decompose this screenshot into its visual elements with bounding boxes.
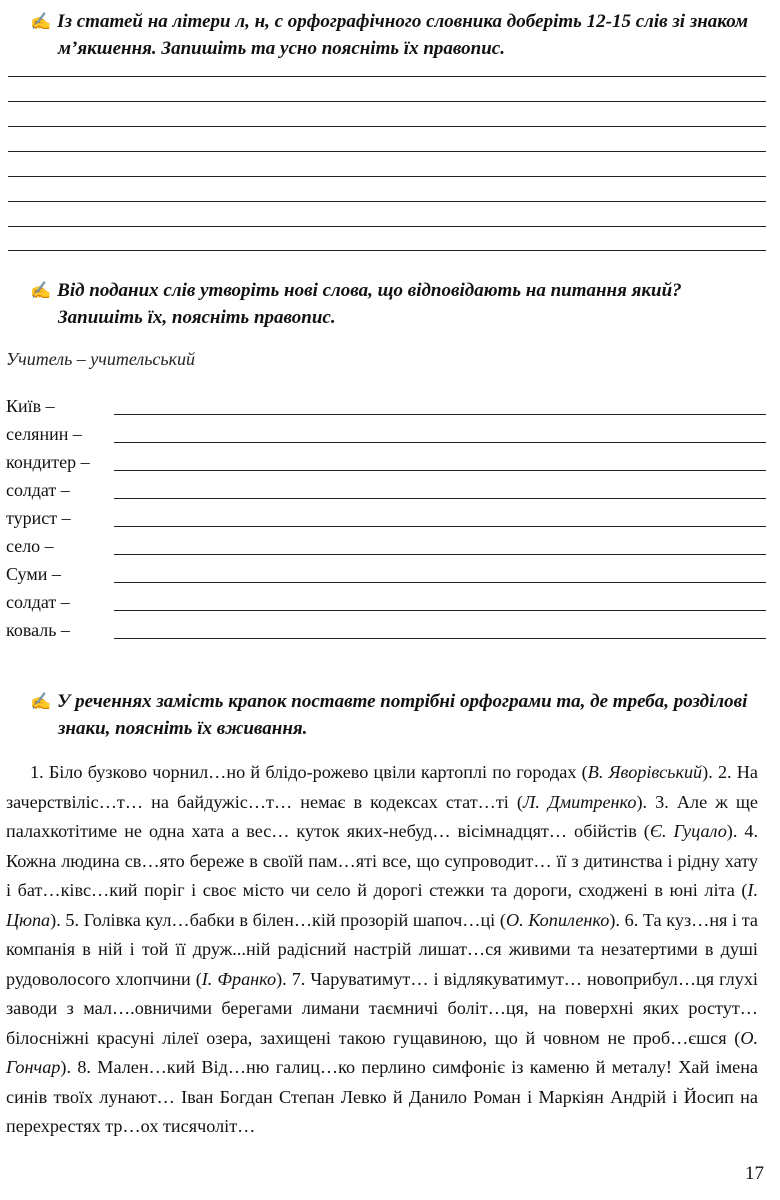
sentence-5: ). 5. Голівка кул…бабки в білен…кій прозорій шапоч…ці ( xyxy=(50,909,506,930)
pen-icon: ✍ xyxy=(30,281,52,300)
word-row xyxy=(6,396,766,422)
pen-icon: ✍ xyxy=(30,12,52,31)
source-word: село – xyxy=(6,536,54,556)
word-row xyxy=(6,536,766,562)
source-word: солдат – xyxy=(6,592,70,612)
answer-line[interactable] xyxy=(8,201,766,202)
sentence-4: ). 4. Кожна людина св…ято береже в своїй пам…яті все, що супроводит… її з дитинства і рідну хату і бат…ківс…кий поріг і своє місто чи село й дорогі стежки та дороги, сходжені в юні літа ( xyxy=(6,821,758,900)
answer-line[interactable] xyxy=(8,250,766,251)
answer-blank[interactable] xyxy=(114,498,766,499)
word-row xyxy=(6,452,766,478)
word-row xyxy=(6,592,766,618)
answer-blank[interactable] xyxy=(114,582,766,583)
author-2: Л. Дмитренко xyxy=(523,791,637,812)
task-1-text: Із статей на літери л, н, с орфографічного словника доберіть 12-15 слів зі знаком м’якшення. Запишіть та усно поясніть їх правопис. xyxy=(57,11,748,59)
answer-blank[interactable] xyxy=(114,414,766,415)
word-row xyxy=(6,564,766,590)
word-row xyxy=(6,424,766,450)
source-word: солдат – xyxy=(6,480,70,500)
answer-blank[interactable] xyxy=(114,638,766,639)
task-3-instruction xyxy=(30,688,762,742)
author-7: О. Гончар xyxy=(6,1027,758,1077)
word-row xyxy=(6,508,766,534)
source-word: коваль – xyxy=(6,620,70,640)
answer-blank[interactable] xyxy=(114,610,766,611)
author-5: О. Копиленко xyxy=(505,909,610,930)
author-6: І. Франко xyxy=(201,968,277,989)
answer-blank[interactable] xyxy=(114,554,766,555)
page-number: 17 xyxy=(745,1163,764,1184)
answer-blank[interactable] xyxy=(114,442,766,443)
word-row xyxy=(6,480,766,506)
exercise-text xyxy=(6,758,758,1142)
task-2-text: Від поданих слів утворіть нові слова, що відповідають на питання який? Запишіть їх, поясніть правопис. xyxy=(57,280,682,328)
task-1-instruction xyxy=(30,8,762,62)
author-1: В. Яворівський xyxy=(587,762,703,782)
sentence-7: ). 7. Чаруватимут… і відлякуватимут… новоприбул…ця глухі заводи з мал….овничими берегами лимани таємничі боліт…ця, на поверхні яких ростут… білосніжні красуні лілеї озера, захищені такою гущавиною, що й човном не проб…єшся ( xyxy=(6,968,758,1048)
source-word: турист – xyxy=(6,508,71,528)
answer-line[interactable] xyxy=(8,101,766,102)
sentence-3: ). 3. Але ж ще палахкотітиме не одна хата а вес… куток яких-небуд… вісімнадцят… обійстів ( xyxy=(6,791,758,841)
pen-icon: ✍ xyxy=(30,692,52,711)
example-pair: Учитель – учительський xyxy=(6,349,196,369)
source-word: селянин – xyxy=(6,424,82,444)
author-4: І. Цюпа xyxy=(6,880,758,930)
answer-line[interactable] xyxy=(8,226,766,227)
task-2-instruction xyxy=(30,277,762,331)
answer-line[interactable] xyxy=(8,76,766,77)
answer-line[interactable] xyxy=(8,176,766,177)
sentence-8: ). 8. Мален…кий Від…ню галиц…ко перлино симфоніє із каменю й металу! Хай імена синів твоїх лунают… Іван Богдан Степан Левко й Данило Роман і Маркіян Андрій і Йосип на перехрестях тр…ох тисячоліт… xyxy=(6,1057,758,1136)
answer-line[interactable] xyxy=(8,151,766,152)
sentence-6: ). 6. Та куз…ня і та компанія в ній і той її друж...ній радісний настрій лишат…ся живими та незатертими в душі рудоволосого хлопчини ( xyxy=(6,909,759,989)
sentence-1: 1. Біло бузково чорнил…но й блідо-рожево цвіли картоплі по городах ( xyxy=(30,762,588,782)
author-3: Є. Гуцало xyxy=(649,821,727,841)
answer-blank[interactable] xyxy=(114,470,766,471)
answer-blank[interactable] xyxy=(114,526,766,527)
task-3-text: У реченнях замість крапок поставте потрібні орфограми та, де треба, розділові знаки, поясніть їх вживання. xyxy=(57,691,748,739)
source-word: Суми – xyxy=(6,564,61,584)
source-word: Київ – xyxy=(6,396,55,416)
answer-line[interactable] xyxy=(8,126,766,127)
sentence-2: ). 2. На зачерствіліс…т… на байдужіс…т… немає в кодексах стат…ті ( xyxy=(6,762,758,812)
word-row xyxy=(6,620,766,646)
source-word: кондитер – xyxy=(6,452,90,472)
